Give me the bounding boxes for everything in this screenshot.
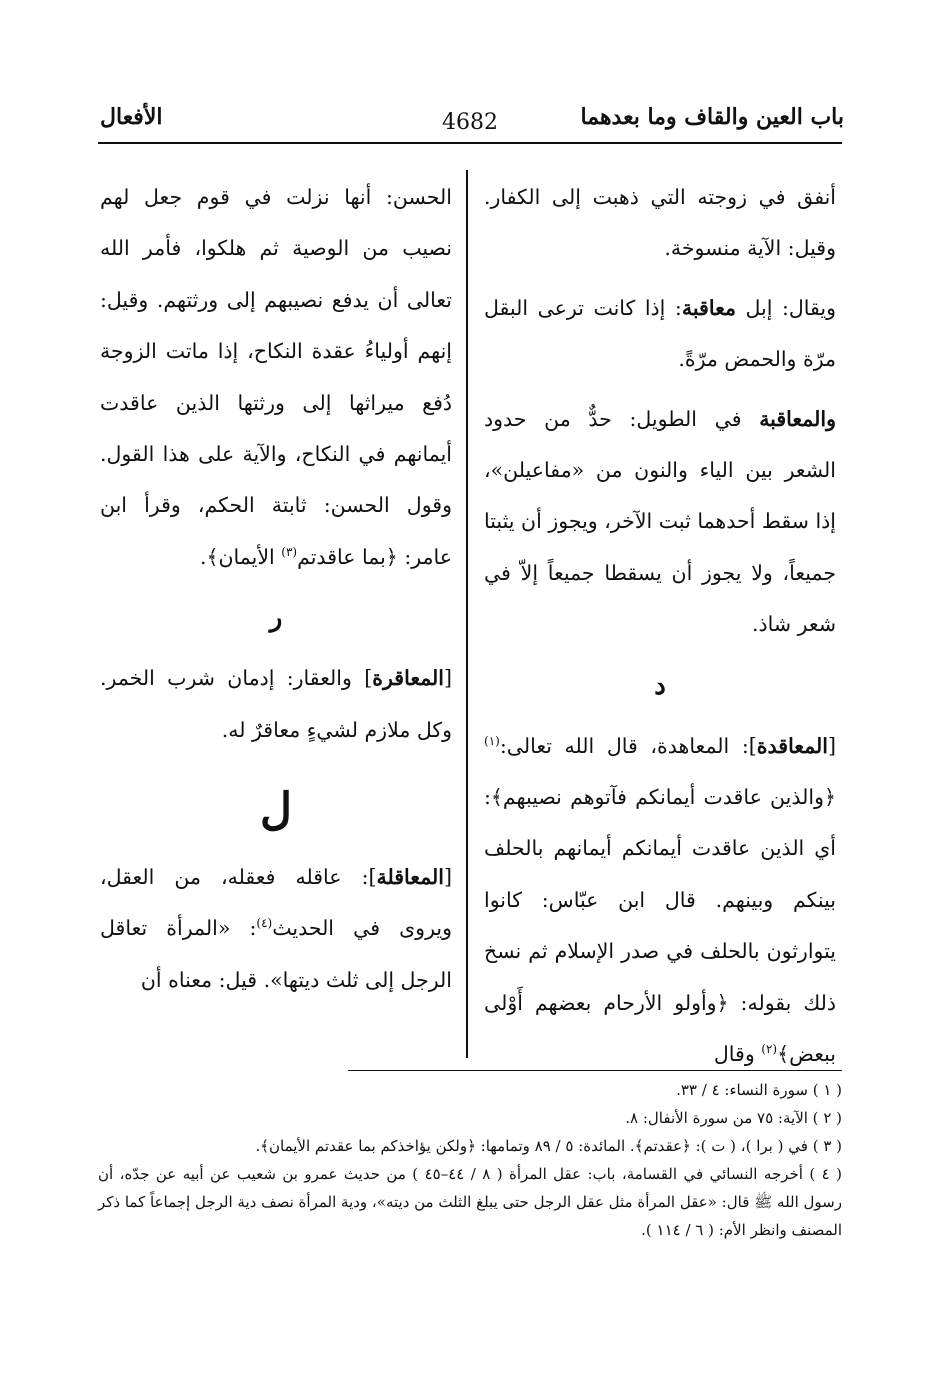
section-letter: ر: [269, 603, 283, 634]
entry-term: والمعاقبة: [759, 406, 836, 431]
text: ويقال: إبل: [735, 295, 836, 320]
footnote: ( ١ ) سورة النساء: ٤ / ٣٣.: [676, 1081, 842, 1099]
text: : المعاهدة، قال الله تعالى:: [499, 733, 749, 758]
footnote: ( ٢ ) الآية: ٧٥ من سورة الأنفال: ٨.: [625, 1109, 842, 1127]
bracket: ]: [748, 733, 757, 758]
right-column: [484, 172, 836, 1081]
text: : عاقله فعقله، من العقل، ويروى في الحديث: [100, 865, 452, 941]
page-number: 4682: [442, 110, 498, 135]
entry-term: معاقبة: [681, 295, 736, 320]
text: ﴿والذين عاقدت أيمانكم فآتوهم نصيبهم﴾: أي الذين عاقدت أيمانكم أيمانهم بالحلف بينكم وبينهم. قال ابن عبّاس: كانوا يتوارثون بالحلف في صدر الإسلام ثم نسخ ذلك بقوله: ﴿وأولو الأرحام بعضهم أَوْلى ببعض﴾: [484, 785, 836, 1067]
entry-term: المعاقلة: [376, 865, 444, 890]
section-title: الأفعال: [100, 104, 163, 130]
bracket: [: [444, 865, 452, 890]
paragraph: [484, 172, 836, 275]
column-divider: [466, 170, 468, 1058]
text: وقال: [713, 1042, 762, 1067]
text: : «المرأة تعاقل الرجل إلى ثلث ديتها». قيل: معناه أن: [100, 916, 452, 992]
bracket: [: [828, 733, 836, 758]
paragraph: [100, 653, 452, 756]
paragraph: [484, 394, 836, 651]
entry-term: المعاقدة: [756, 733, 828, 758]
text: الأيمان﴾.: [199, 544, 282, 569]
bracket: ]: [364, 666, 373, 691]
paragraph: [484, 283, 836, 386]
section-letter: ل: [260, 784, 292, 836]
text: في الطويل: حدٌّ من حدود الشعر بين الياء والنون من «مفاعيلن»، إذا سقط أحدهما ثبت الآخر، ويجوز أن يثبتا جميعاً، ولا يجوز أن يسقطا جميعاً إلاّ في شعر شاذ.: [484, 406, 836, 637]
paragraph: [100, 172, 452, 583]
paragraph: [484, 721, 836, 1081]
text: أنفق في زوجته التي ذهبت إلى الكفار. وقيل: الآية منسوخة.: [484, 185, 836, 261]
footnote-ref: (٤): [256, 916, 273, 931]
section-letter: د: [654, 670, 666, 701]
footnotes: [98, 1076, 842, 1244]
text: : إذا كانت ترعى البقل مرّة والحمض مرّةً.: [484, 295, 836, 372]
paragraph: [100, 852, 452, 1006]
header-rule: [98, 142, 842, 144]
footnote-rule: [348, 1070, 842, 1071]
text: الحسن: أنها نزلت في قوم جعل لهم نصيب من الوصية ثم هلكوا، فأمر الله تعالى أن يدفع نصيبهم إلى ورثتهم. وقيل: إنهم أولياءُ عقدة النكاح، إذا ماتت الزوجة دُفع ميراثها إلى ورثتها الذين عاقدت أيمانهم في النكاح، والآية على هذا القول. وقول الحسن: ثابتة الحكم، وقرأ ابن عامر: ﴿بما عاقدتم: [100, 185, 452, 569]
footnote: ( ٤ ) أخرجه النسائي في القسامة، باب: عقل المرأة ( ٨ / ٤٤–٤٥ ) من حديث عمرو بن شعيب عن أبيه عن جدّه، أن رسول الله ﷺ قال: «عقل المرأة مثل عقل الرجل حتى يبلغ الثلث من ديته»، ودية المرأة نصف دية الرجل إجماعاً كما ذكر المصنف وانظر الأم: ( ٦ / ١١٤ ).: [98, 1165, 843, 1239]
footnote-ref: (٣): [281, 545, 298, 560]
bracket: ]: [368, 865, 377, 890]
chapter-title: باب العين والقاف وما بعدهما: [580, 104, 844, 130]
text: والعقار: إدمان شرب الخمر. وكل ملازم لشيءٍ معاقرٌ له.: [100, 666, 452, 742]
footnote: ( ٣ ) في ( برا )، ( ت ): ﴿عقدتم﴾. المائدة: ٥ / ٨٩ وتمامها: ﴿ولكن يؤاخذكم بما عقدتم الأيمان﴾.: [255, 1137, 842, 1155]
footnote-ref: (١): [484, 733, 500, 748]
entry-term: المعاقرة: [372, 666, 444, 691]
bracket: [: [444, 666, 452, 691]
left-column: [100, 172, 452, 1006]
footnote-ref: (٢): [761, 1042, 778, 1057]
